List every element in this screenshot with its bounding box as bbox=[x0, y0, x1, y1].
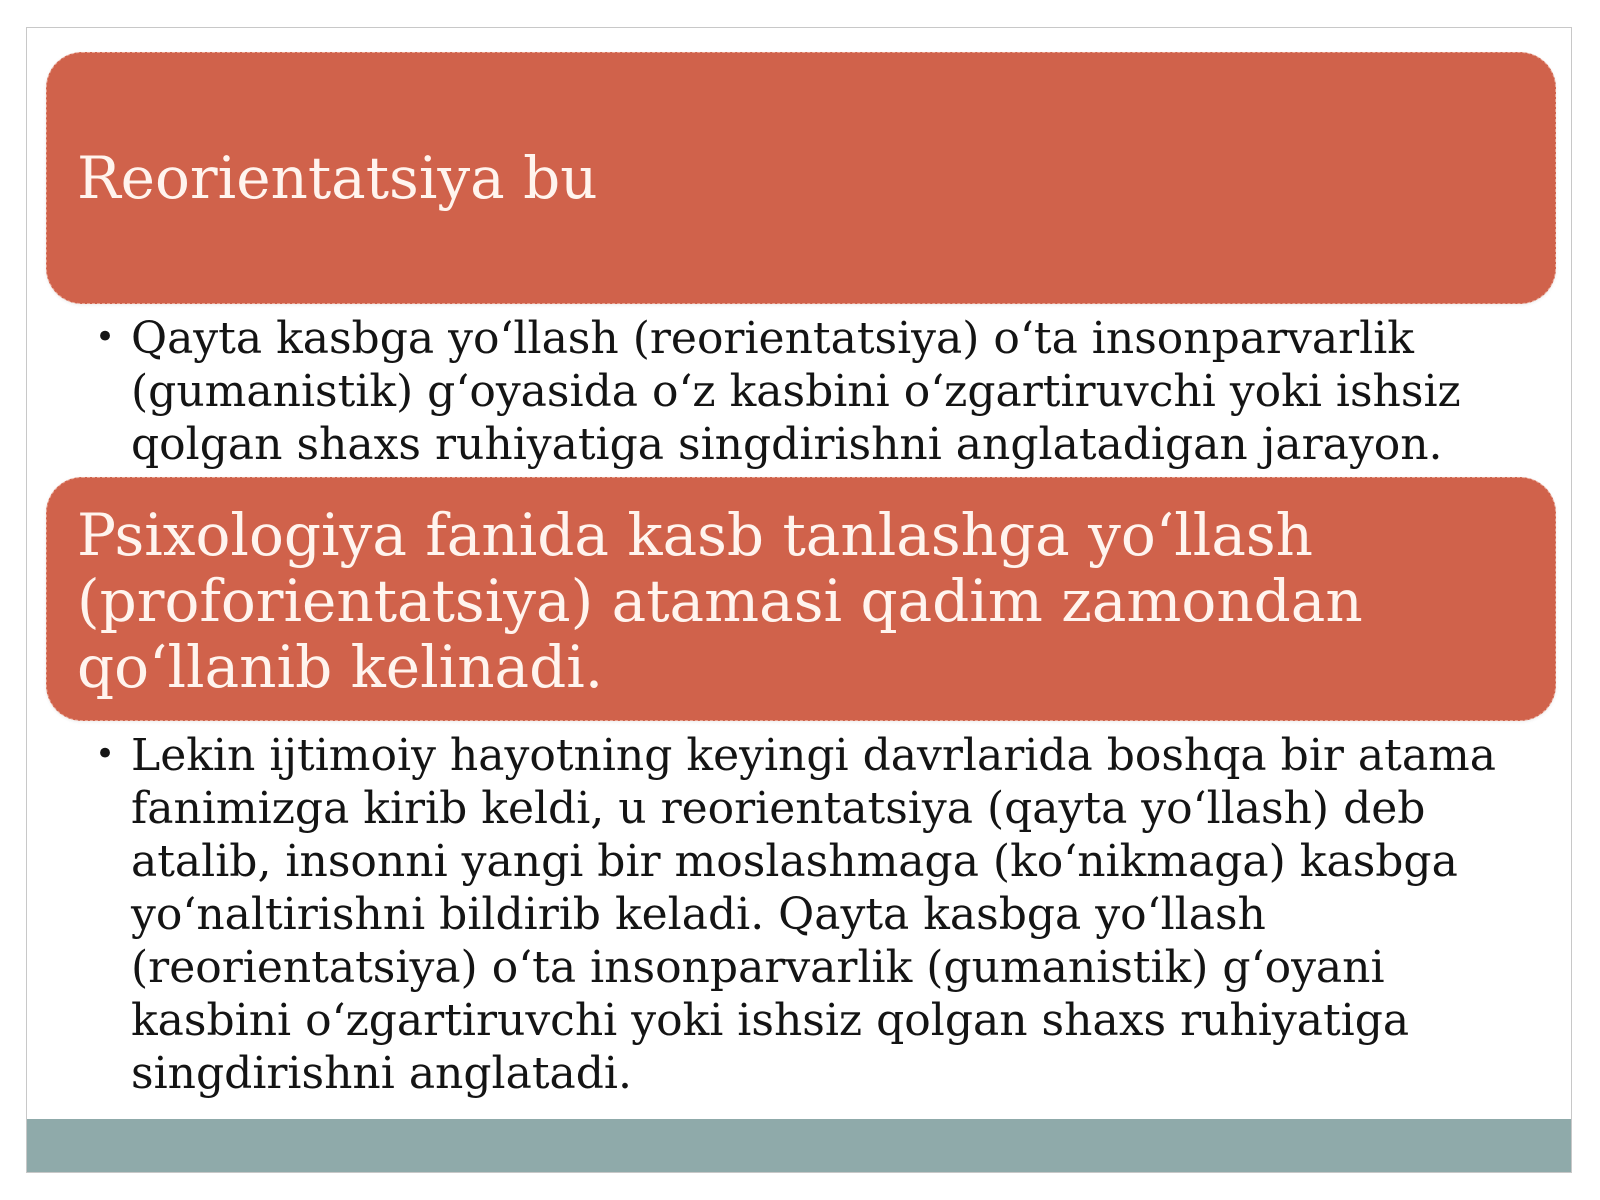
banner-heading-1 bbox=[46, 52, 1556, 304]
bullet-dot-icon: • bbox=[95, 317, 116, 357]
footer-bar bbox=[27, 1119, 1571, 1172]
banner-heading-2-text: Psixologiya fanida kasb tanlashga yo‘llash (proforientatsiya) atamasi qadim zamondan qo‘llanib kelinadi. bbox=[77, 501, 1363, 701]
bullet-item-2-text: Lekin ijtimoiy hayotning keyingi davrlarida boshqa bir atama fanimizga kirib keldi, u reorientatsiya (qayta yo‘llash) deb atalib, insonni yangi bir moslashmaga (ko‘nikmaga) kasbga yo‘naltirishni bildirib keladi. Qayta kasbga yo‘llash (reorientatsiya) o‘ta insonparvarlik (gumanistik) g‘oyani kasbini o‘zgartiruvchi yoki ishsiz qolgan shaxs ruhiyatiga singdirishni anglatadi. bbox=[131, 730, 1497, 1099]
slide bbox=[26, 27, 1572, 1173]
bullet-item-1-text: Qayta kasbga yo‘llash (reorientatsiya) o‘ta insonparvarlik (gumanistik) g‘oyasida o‘z kasbini o‘zgartiruvchi yoki ishsiz qolgan shaxs ruhiyatiga singdirishni anglatadigan jarayon. bbox=[131, 313, 1461, 470]
bullet-dot-icon: • bbox=[95, 734, 116, 774]
banner-heading-2 bbox=[46, 477, 1556, 721]
bullet-item-2 bbox=[95, 729, 1551, 1100]
banner-heading-1-text: Reorientatsiya bu bbox=[77, 144, 598, 212]
bullet-item-1 bbox=[95, 312, 1551, 471]
